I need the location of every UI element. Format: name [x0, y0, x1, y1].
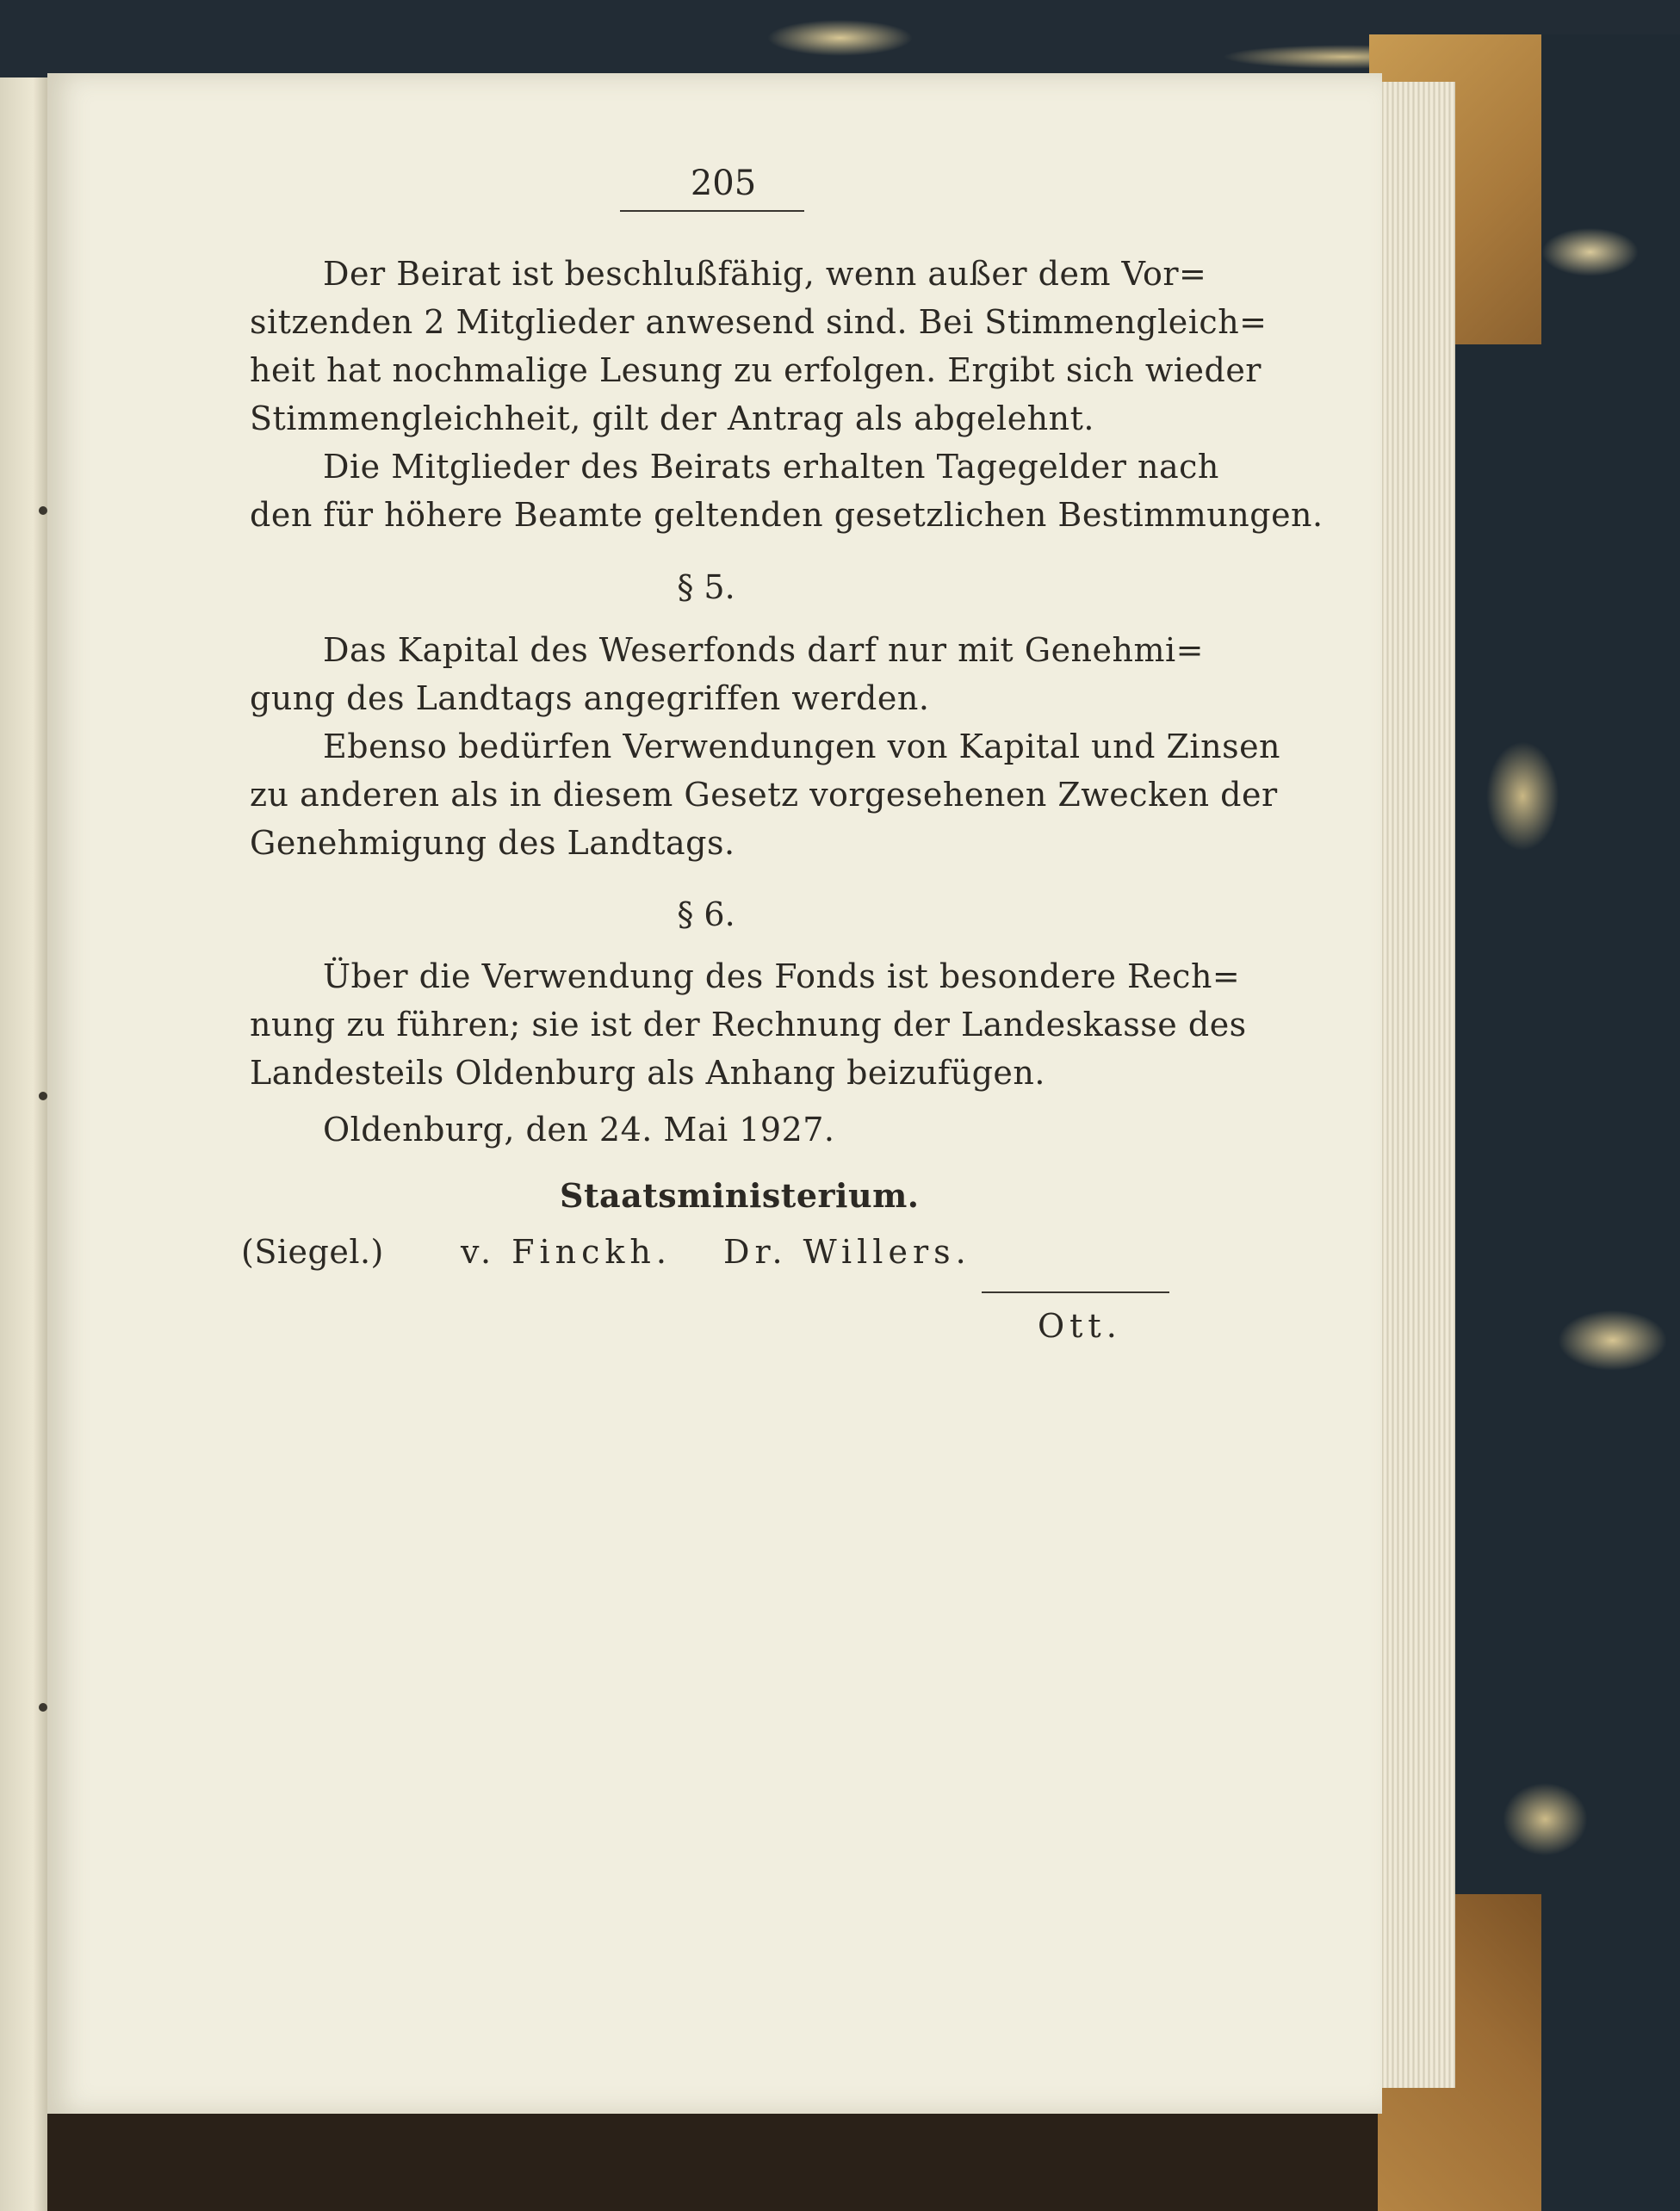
countersignature-ott: Ott. [1038, 1307, 1122, 1345]
text-line: Ebenso bedürfen Verwendungen von Kapital und Zinsen [323, 728, 1281, 765]
signature-finckh: v. Finckh. [461, 1233, 672, 1271]
ministry-name: Staatsministerium. [560, 1176, 920, 1215]
seal-note: (Siegel.) [241, 1233, 384, 1271]
binding-hole-mark [39, 506, 47, 515]
text-line: Genehmigung des Landtags. [250, 824, 735, 862]
text-line: Stimmengleichheit, gilt der Antrag als abgelehnt. [250, 399, 1094, 437]
text-line: heit hat nochmalige Lesung zu erfolgen. Ergibt sich wieder [250, 351, 1262, 389]
text-line: gung des Landtags angegriffen werden. [250, 679, 930, 717]
section-heading: § 5. [677, 568, 735, 606]
place-date: Oldenburg, den 24. Mai 1927. [323, 1111, 835, 1149]
text-line: Das Kapital des Weserfonds darf nur mit Genehmi= [323, 631, 1205, 669]
text-line: nung zu führen; sie ist der Rechnung der Landeskasse des [250, 1006, 1247, 1044]
binding-hole-mark [39, 1703, 47, 1712]
signature-willers: Dr. Willers. [723, 1233, 971, 1271]
page-stack-edges [1373, 82, 1455, 2088]
text-line: Der Beirat ist beschlußfähig, wenn außer dem Vor= [323, 255, 1207, 293]
page-number: 205 [690, 164, 757, 203]
text-line: zu anderen als in diesem Gesetz vorgesehenen Zwecken der [250, 776, 1278, 814]
binding-hole-mark [39, 1092, 47, 1100]
signature-rule [982, 1291, 1169, 1293]
section-heading: § 6. [677, 895, 735, 933]
marbled-board-right [1455, 34, 1680, 2211]
text-line: Über die Verwendung des Fonds ist besondere Rech= [323, 957, 1241, 995]
page-number-rule [620, 210, 804, 212]
text-line: Landesteils Oldenburg als Anhang beizufügen. [250, 1054, 1045, 1092]
facing-page-edge [0, 77, 47, 2211]
text-line: den für höhere Beamte geltenden gesetzlichen Bestimmungen. [250, 496, 1324, 534]
text-line: sitzenden 2 Mitglieder anwesend sind. Bei Stimmengleich= [250, 303, 1268, 341]
text-line: Die Mitglieder des Beirats erhalten Tagegelder nach [323, 448, 1219, 486]
